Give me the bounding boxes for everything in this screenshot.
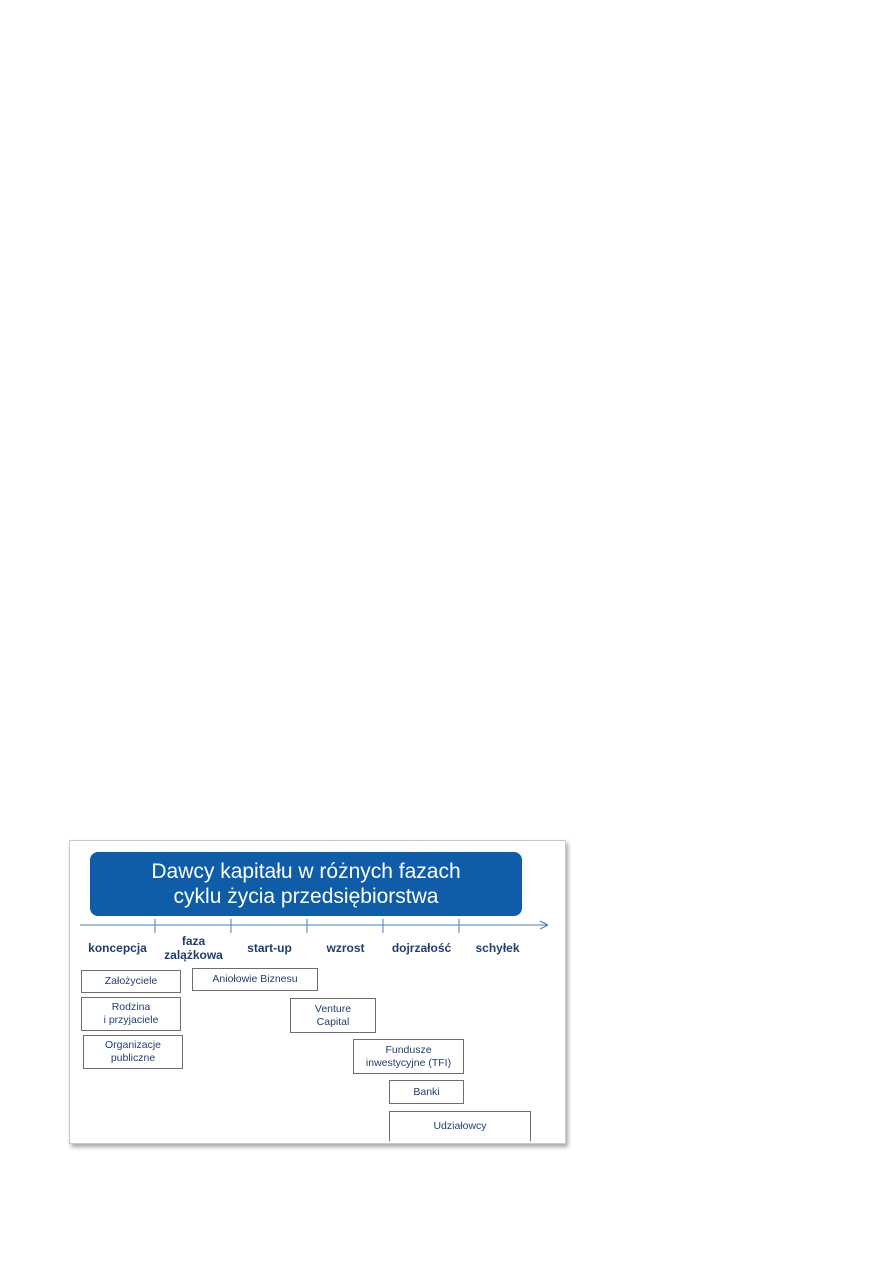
phase-dojrzalosc: dojrzałość <box>391 941 452 955</box>
phase-wzrost: wzrost <box>326 941 365 955</box>
phase-zalazkowa: faza zalążkowa <box>164 934 223 962</box>
provider-udzialowcy: Udziałowcy <box>389 1111 531 1141</box>
title-line-1: Dawcy kapitału w różnych fazach <box>151 860 461 883</box>
provider-organizacje: Organizacje publiczne <box>83 1035 183 1069</box>
capital-providers-figure <box>69 840 566 1144</box>
provider-zalozyciele: Założyciele <box>81 970 181 993</box>
provider-aniolowie: Aniołowie Biznesu <box>192 968 318 991</box>
provider-rodzina: Rodzina i przyjaciele <box>81 997 181 1031</box>
provider-fundusze: Fundusze inwestycyjne (TFI) <box>353 1039 464 1074</box>
phase-schylek: schyłek <box>475 941 520 955</box>
provider-venture-capital: Venture Capital <box>290 998 376 1033</box>
phase-koncepcja: koncepcja <box>88 941 147 955</box>
phase-startup: start-up <box>247 941 292 955</box>
title-line-2: cyklu życia przedsiębiorstwa <box>173 885 439 908</box>
provider-banki: Banki <box>389 1080 464 1104</box>
